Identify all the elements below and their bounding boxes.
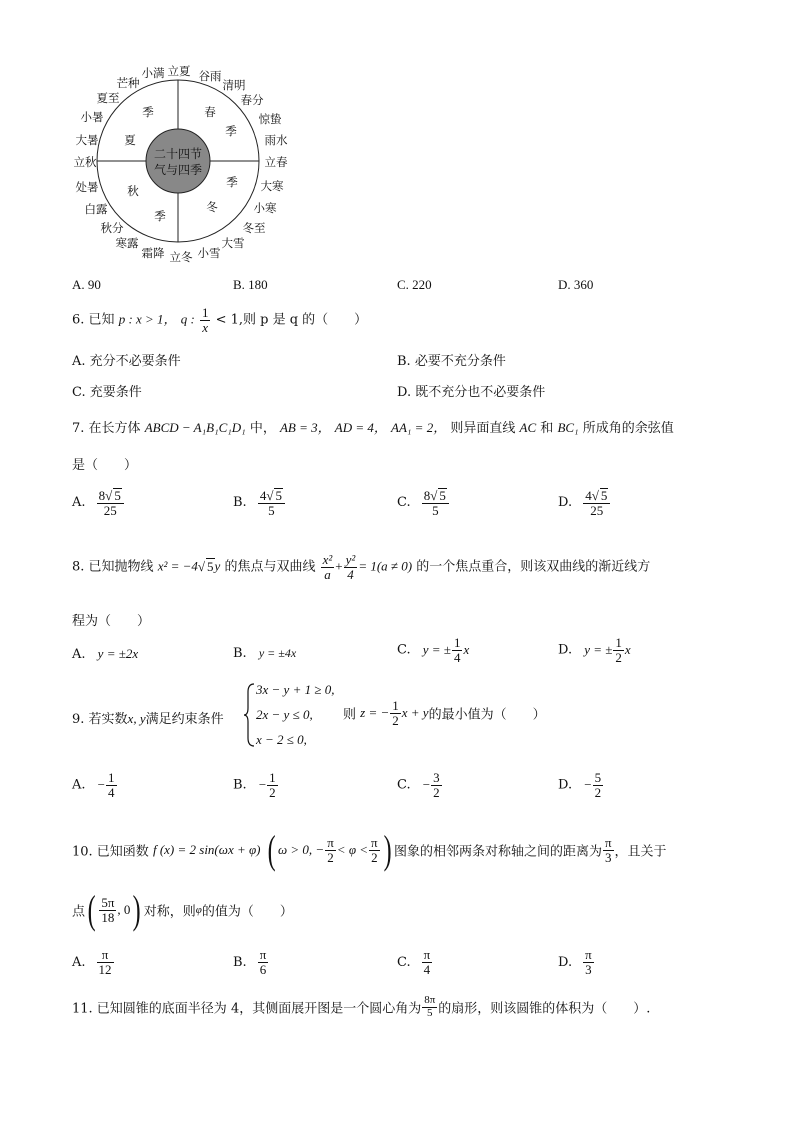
season-summer-char2: 季 <box>142 105 154 119</box>
season-winter-char2: 季 <box>226 175 238 189</box>
q8-parabola-lhs: x² = −4 <box>157 558 198 574</box>
q10-a-pi: π <box>97 948 114 963</box>
q8-parabola-rad: 5 <box>207 558 214 574</box>
q10-pt-den: 18 <box>101 909 115 925</box>
q11-angle-fraction <box>422 995 437 1019</box>
q7-c-rad: 5 <box>439 488 446 503</box>
term-jingzhe: 惊蛰 <box>258 112 282 126</box>
q8-d-num: 1 <box>615 635 622 650</box>
q8-c-num: 1 <box>453 635 461 650</box>
q10-cond-frac2 <box>369 836 380 864</box>
q9-d-fraction <box>593 771 604 799</box>
q9-z-fraction <box>390 699 401 727</box>
q8-stem-line2: 程为（ ） <box>72 614 151 629</box>
q9-z-pre: z = − <box>360 705 390 721</box>
q10-c-label: C. <box>397 954 411 970</box>
q8-c-fraction <box>452 636 463 664</box>
q10-pt-y: , 0 <box>117 902 131 917</box>
q8-d-pre: y = ± <box>584 642 613 658</box>
season-autumn-char1: 秋 <box>127 184 139 198</box>
solar-terms-wheel-diagram <box>60 60 320 270</box>
q6-frac-den: x <box>202 319 209 335</box>
q10-stem-line2 <box>72 887 293 932</box>
q10-a-fraction <box>97 948 114 976</box>
q8-tail: 的一个焦点重合，则该双曲线的渐近线方 <box>416 559 651 575</box>
q6-p-definition: p : x > 1， <box>118 311 177 327</box>
q9-b-num: 1 <box>269 770 276 785</box>
term-qingming: 清明 <box>222 78 246 92</box>
q11-tail: 的扇形，则该圆锥的体积为（ ）. <box>438 1001 651 1017</box>
q6-option-d: D. 既不充分也不必要条件 <box>397 385 546 400</box>
q7-c-fraction <box>422 488 449 517</box>
q7-option-c <box>397 488 450 517</box>
q9-vars: x, y <box>127 711 146 726</box>
term-liqiu: 立秋 <box>73 155 97 169</box>
q8-parabola-rhs: y <box>214 558 221 574</box>
q9-b-fraction <box>267 771 278 799</box>
q8-d-den: 2 <box>615 649 622 665</box>
q8-h2-den: 4 <box>347 566 354 582</box>
q9-d-den: 2 <box>594 784 602 800</box>
q10-line2-tail: 的值为（ ） <box>201 904 293 920</box>
q9-d-num: 5 <box>594 770 602 785</box>
season-spring-char2: 季 <box>225 124 237 138</box>
q8-c-x: x <box>463 642 470 658</box>
q7-bc1: BC₁ <box>557 420 579 435</box>
q9-z-num: 1 <box>392 698 399 713</box>
q7-stem-line2: 是（ ） <box>72 458 138 473</box>
q9-c-label: C. <box>397 777 411 793</box>
q9-c-den: 2 <box>433 784 440 800</box>
term-dongzhi: 冬至 <box>242 221 266 235</box>
q10-cond-pi2: π <box>371 834 378 850</box>
q10-mid: 图象的相邻两条对称轴之间的距离为 <box>393 844 602 860</box>
q8-h1-num: x² <box>322 552 333 567</box>
term-guyu: 谷雨 <box>198 69 222 83</box>
q7-box-name: ABCD − A₁B₁C₁D₁ <box>144 420 246 435</box>
q8-h1-den: a <box>324 566 331 582</box>
center-label-line1: 二十四节 <box>153 147 203 161</box>
q8-d-label: D. <box>558 642 573 658</box>
q10-cond-mid: < φ < <box>336 842 369 857</box>
q10-tail: ，且关于 <box>614 844 667 860</box>
q9-b-minus: − <box>258 777 267 793</box>
q5-option-b: B. 180 <box>233 277 268 292</box>
term-chunfen: 春分 <box>240 93 264 107</box>
q8-d-fraction <box>613 636 624 664</box>
q10-prefix: 10. 已知函数 <box>72 844 149 860</box>
q9-c-minus: − <box>422 777 431 793</box>
q9-a-minus: − <box>97 777 106 793</box>
q7-b-num: 4 <box>259 488 267 503</box>
term-yushui: 雨水 <box>264 133 288 147</box>
term-lichun: 立春 <box>264 155 288 169</box>
q6-q-label: q : <box>180 311 195 327</box>
q6-prefix: 6. 已知 <box>72 312 115 328</box>
q9-a-fraction <box>106 771 117 799</box>
q8-c-label: C. <box>397 642 411 658</box>
q9-objective <box>343 699 546 727</box>
q7-a-num: 8 <box>98 488 106 503</box>
q9-left-brace <box>244 682 256 748</box>
q9-d-minus: − <box>584 777 592 793</box>
q8-d-x: x <box>624 642 631 658</box>
q11-angle-den: 5 <box>427 1006 433 1019</box>
q7-ad: AD = 4， <box>334 420 387 435</box>
q9-tail: 的最小值为（ ） <box>428 707 546 723</box>
q7-option-d <box>558 488 611 517</box>
q9-option-a <box>72 771 118 799</box>
term-xiazhi: 夏至 <box>96 91 120 105</box>
q6-frac-num: 1 <box>201 305 209 320</box>
q7-and: 和 <box>540 421 554 436</box>
q9-mid: 满足约束条件 <box>145 712 224 727</box>
q7-mid: 中， <box>249 421 276 436</box>
q10-option-a <box>72 948 115 976</box>
q9-prefix-text <box>72 708 224 727</box>
q7-b-rad: 5 <box>275 488 282 503</box>
term-dashu: 大暑 <box>75 133 99 147</box>
q8-hyper-rhs: = 1(a ≠ 0) <box>358 558 413 574</box>
q6-stem <box>72 306 367 334</box>
q10-dist-fraction <box>603 836 614 864</box>
q7-stem-line1 <box>72 417 674 436</box>
q9-a-num: 1 <box>108 770 115 785</box>
q10-stem-line1 <box>72 827 667 872</box>
q9-option-d <box>558 771 604 799</box>
q8-prefix: 8. 已知抛物线 <box>72 559 154 575</box>
q5-option-d: D. 360 <box>558 277 594 292</box>
q7-ab: AB = 3， <box>279 420 331 435</box>
q9-option-b <box>233 771 279 799</box>
q7-option-a <box>72 488 125 517</box>
q7-b-den: 5 <box>268 502 275 518</box>
center-disc <box>146 129 210 193</box>
q7-d-rad: 5 <box>600 488 608 503</box>
term-chushu: 处暑 <box>75 180 99 194</box>
term-xiaoxue: 小雪 <box>197 246 221 260</box>
term-qiufen: 秋分 <box>100 221 124 235</box>
q9-b-label: B. <box>233 777 247 793</box>
q10-c-fraction <box>422 948 433 976</box>
q7-d-num: 4 <box>585 488 592 503</box>
q9-a-den: 4 <box>108 784 115 800</box>
q9-c-fraction <box>431 771 442 799</box>
q9-c-num: 3 <box>433 770 440 785</box>
q8-option-a <box>72 646 138 662</box>
q10-dist-pi: π <box>604 834 612 850</box>
season-summer-char1: 夏 <box>124 133 136 147</box>
q7-end: 所成角的余弦值 <box>582 421 674 436</box>
q9-prefix: 9. 若实数 <box>72 712 128 727</box>
q8-hyper-frac2 <box>344 553 358 581</box>
q10-d-label: D. <box>558 954 573 970</box>
q10-d-pi: π <box>585 947 592 962</box>
q10-d-den: 3 <box>585 961 592 977</box>
q7-aa1: AA₁ = 2， <box>391 420 447 435</box>
center-label-line2: 气与四季 <box>153 163 203 177</box>
term-hanlu: 寒露 <box>115 236 139 250</box>
q7-d-fraction <box>583 488 610 517</box>
q10-line2-mid: 对称，则 <box>143 904 196 920</box>
term-xiaohan: 小寒 <box>253 201 277 215</box>
q9-z-post: x + y <box>401 705 429 721</box>
season-autumn-char2: 季 <box>154 209 166 223</box>
q7-d-label: D. <box>558 495 573 511</box>
q10-pt-open-paren: ( <box>87 887 96 932</box>
q9-a-label: A. <box>72 777 86 793</box>
q6-option-c: C. 充要条件 <box>72 385 142 400</box>
term-daxue: 大雪 <box>221 236 245 250</box>
q8-b-eq: y = ±4x <box>258 646 297 660</box>
q10-b-den: 6 <box>259 961 267 977</box>
q10-pt-fraction <box>99 896 116 924</box>
q8-option-d <box>558 636 631 664</box>
q8-hyper-frac1 <box>321 553 335 581</box>
term-lidong: 立冬 <box>169 250 193 264</box>
q8-c-pre: y = ± <box>422 642 451 658</box>
q7-prefix: 7. 在长方体 <box>72 421 141 436</box>
q6-option-a: A. 充分不必要条件 <box>72 354 181 369</box>
q10-dist-three: 3 <box>605 849 612 865</box>
q10-b-fraction <box>258 948 269 976</box>
q5-option-c: C. 220 <box>397 277 432 292</box>
q10-option-c <box>397 948 433 976</box>
q10-option-b <box>233 948 269 976</box>
q9-option-c <box>397 771 443 799</box>
q9-b-den: 2 <box>269 784 276 800</box>
q7-ac: AC <box>519 420 537 435</box>
q8-a-eq: y = ±2x <box>97 646 139 661</box>
q8-a-label: A. <box>72 647 86 662</box>
term-lixia: 立夏 <box>167 64 191 78</box>
q11-stem <box>72 995 650 1019</box>
q8-h2-num: y² <box>345 552 356 567</box>
q7-c-den: 5 <box>432 502 439 518</box>
q8-c-den: 4 <box>453 649 461 665</box>
q8-stem-line1 <box>72 553 650 581</box>
q10-close-paren: ) <box>383 827 392 872</box>
q7-b-fraction <box>258 488 285 517</box>
q10-pt-close-paren: ) <box>133 887 142 932</box>
q10-b-pi: π <box>259 947 267 962</box>
q8-b-label: B. <box>233 646 247 661</box>
q9-z-den: 2 <box>392 712 399 728</box>
term-dahan: 大寒 <box>260 179 284 193</box>
q8-option-c <box>397 636 469 664</box>
q10-cond-two1: 2 <box>327 849 334 865</box>
q10-c-pi: π <box>423 947 431 962</box>
q7-a-rad: 5 <box>114 488 121 503</box>
term-bailu: 白露 <box>84 202 108 216</box>
q11-prefix: 11. 已知圆锥的底面半径为 4，其侧面展开图是一个圆心角为 <box>72 1001 422 1017</box>
q10-c-den: 4 <box>423 961 431 977</box>
q8-option-b <box>233 646 296 661</box>
q10-pt-num: 5π <box>101 894 115 910</box>
q6-fraction <box>200 306 211 334</box>
q7-option-b <box>233 488 286 517</box>
q7-tail: 则异面直线 <box>450 421 516 436</box>
q5-option-a: A. 90 <box>72 277 101 292</box>
q7-c-num: 8 <box>423 488 431 503</box>
q9-constraint-2: 2x − y ≤ 0, <box>256 707 313 722</box>
q6-tail: < 1,则 p 是 q 的（ ） <box>215 312 368 328</box>
q7-a-den: 25 <box>103 502 117 518</box>
q7-a-fraction <box>97 488 124 517</box>
q10-cond-pi1: π <box>327 834 334 850</box>
season-spring-char1: 春 <box>204 105 216 119</box>
q10-b-label: B. <box>233 954 247 970</box>
term-mangzhong: 芒种 <box>116 76 140 90</box>
q10-cond-two2: 2 <box>371 849 378 865</box>
q9-constraint-1: 3x − y + 1 ≥ 0, <box>256 682 335 697</box>
q10-func: f (x) = 2 sin(ωx + φ) <box>152 842 261 857</box>
q10-a-den: 12 <box>98 961 112 977</box>
q11-angle-num: 8π <box>424 994 436 1006</box>
q10-phi: φ <box>195 904 202 916</box>
q7-d-den: 25 <box>590 502 604 518</box>
q10-cond-frac1 <box>325 836 336 864</box>
q10-option-d <box>558 948 595 976</box>
q7-b-label: B. <box>233 495 247 511</box>
term-xiaoshu: 小暑 <box>80 110 104 124</box>
q8-mid: 的焦点与双曲线 <box>224 559 316 575</box>
q10-open-paren: ( <box>267 827 276 872</box>
q9-d-label: D. <box>558 777 573 793</box>
q9-constraint-3: x − 2 ≤ 0, <box>256 732 307 747</box>
term-xiaoman: 小满 <box>141 66 165 80</box>
season-winter-char1: 冬 <box>206 200 218 214</box>
q10-line2-pre: 点 <box>72 904 86 920</box>
term-shuangjiang: 霜降 <box>141 246 165 260</box>
q10-cond-pre: ω > 0, − <box>277 842 325 857</box>
q8-plus: + <box>335 558 343 574</box>
q9-then: 则 <box>343 707 357 723</box>
q10-a-label: A. <box>72 954 86 970</box>
q10-d-fraction <box>583 948 594 976</box>
q7-a-label: A. <box>72 495 86 511</box>
q7-c-label: C. <box>397 495 411 511</box>
q6-option-b: B. 必要不充分条件 <box>397 354 506 369</box>
